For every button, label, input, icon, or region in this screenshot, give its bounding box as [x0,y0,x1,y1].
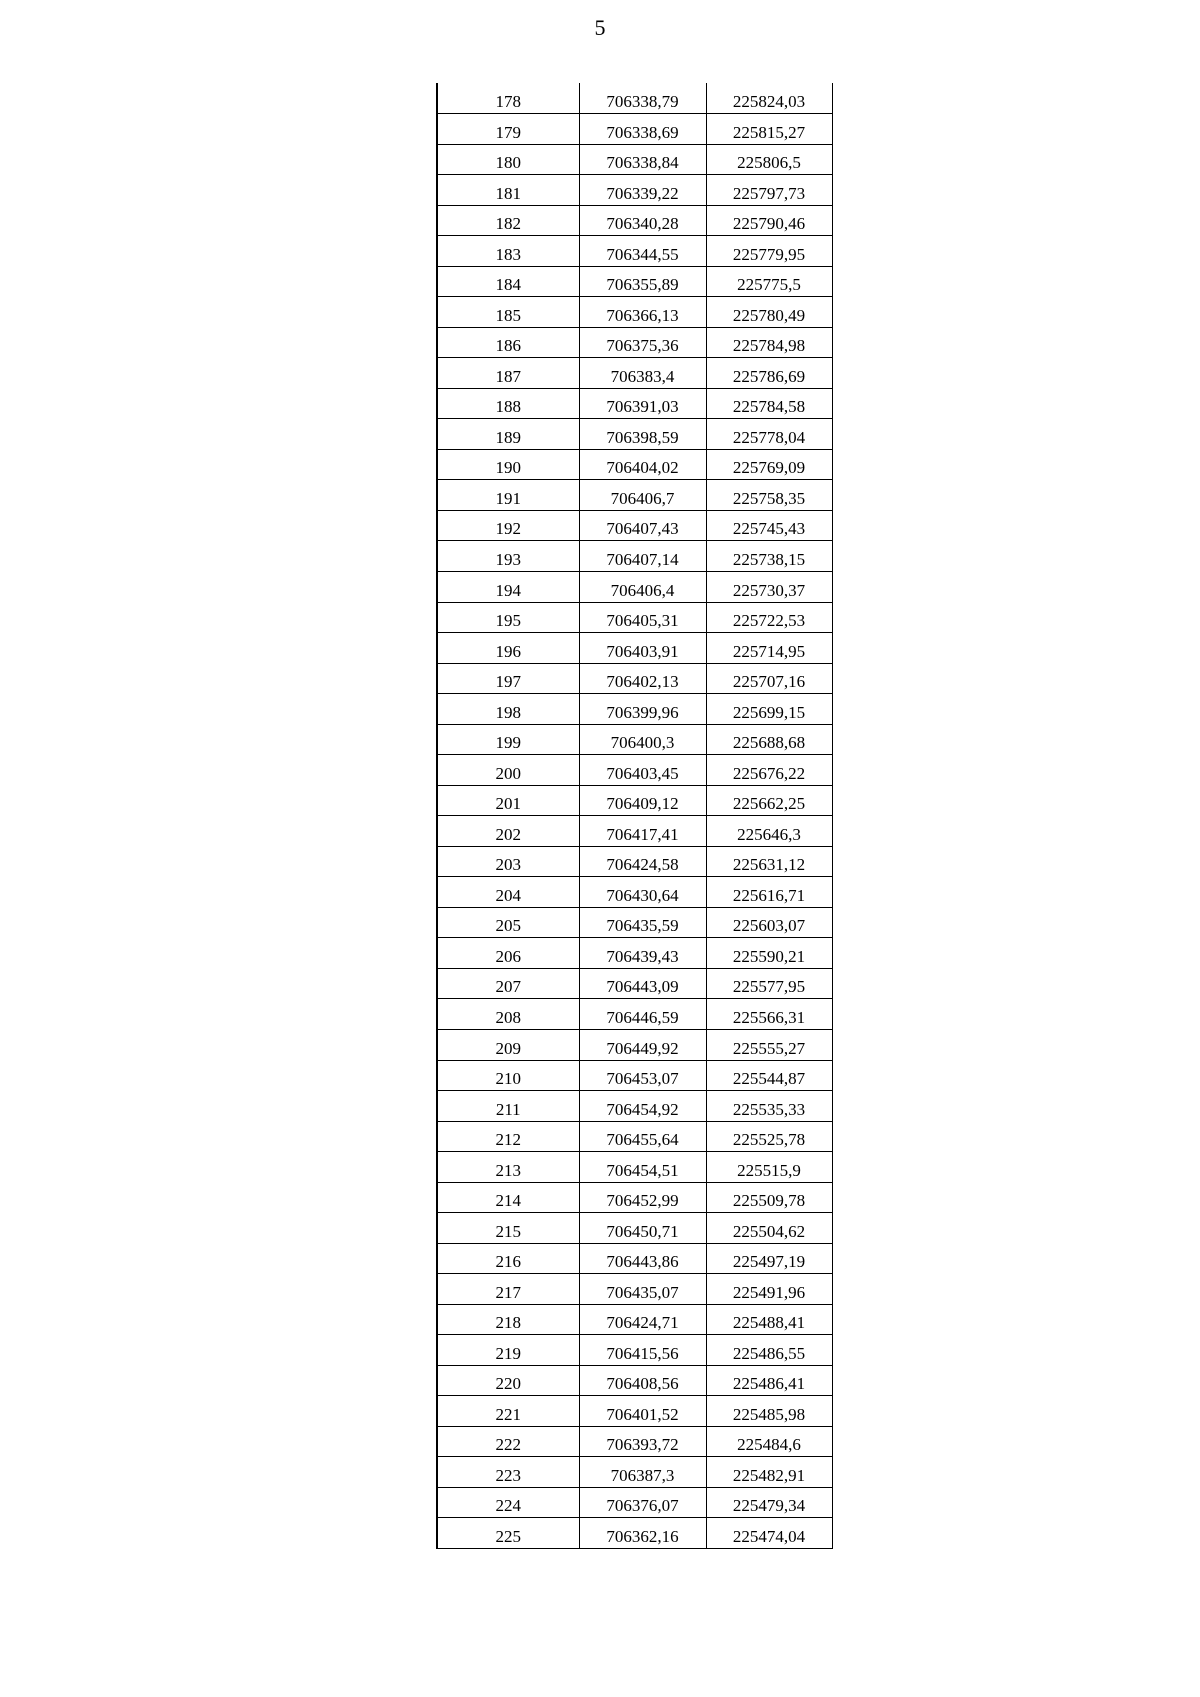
point-number-cell: 220 [437,1365,579,1396]
table-row [437,205,832,236]
y-coordinate-cell: 225784,58 [706,388,832,419]
point-number-cell: 205 [437,907,579,938]
table-row [437,1152,832,1183]
coordinates-table-body [437,83,832,1549]
y-coordinate-cell: 225590,21 [706,938,832,969]
y-coordinate-cell: 225491,96 [706,1274,832,1305]
x-coordinate-cell: 706399,96 [579,694,706,725]
x-coordinate-cell: 706391,03 [579,388,706,419]
x-coordinate-cell: 706355,89 [579,266,706,297]
table-row [437,419,832,450]
x-coordinate-cell: 706409,12 [579,785,706,816]
y-coordinate-cell: 225484,6 [706,1426,832,1457]
y-coordinate-cell: 225758,35 [706,480,832,511]
x-coordinate-cell: 706383,4 [579,358,706,389]
x-coordinate-cell: 706366,13 [579,297,706,328]
x-coordinate-cell: 706404,02 [579,449,706,480]
table-row [437,144,832,175]
point-number-cell: 184 [437,266,579,297]
table-row [437,1487,832,1518]
x-coordinate-cell: 706406,4 [579,572,706,603]
table-row [437,1121,832,1152]
x-coordinate-cell: 706417,41 [579,816,706,847]
y-coordinate-cell: 225786,69 [706,358,832,389]
y-coordinate-cell: 225497,19 [706,1243,832,1274]
table-row [437,816,832,847]
table-row [437,541,832,572]
point-number-cell: 196 [437,633,579,664]
x-coordinate-cell: 706400,3 [579,724,706,755]
y-coordinate-cell: 225722,53 [706,602,832,633]
table-row [437,83,832,114]
x-coordinate-cell: 706338,84 [579,144,706,175]
point-number-cell: 195 [437,602,579,633]
x-coordinate-cell: 706455,64 [579,1121,706,1152]
x-coordinate-cell: 706443,86 [579,1243,706,1274]
y-coordinate-cell: 225778,04 [706,419,832,450]
point-number-cell: 211 [437,1091,579,1122]
table-row [437,663,832,694]
table-row [437,1365,832,1396]
x-coordinate-cell: 706405,31 [579,602,706,633]
y-coordinate-cell: 225486,55 [706,1335,832,1366]
y-coordinate-cell: 225482,91 [706,1457,832,1488]
point-number-cell: 224 [437,1487,579,1518]
point-number-cell: 201 [437,785,579,816]
table-row [437,327,832,358]
x-coordinate-cell: 706375,36 [579,327,706,358]
x-coordinate-cell: 706362,16 [579,1518,706,1549]
point-number-cell: 206 [437,938,579,969]
table-row [437,1213,832,1244]
x-coordinate-cell: 706398,59 [579,419,706,450]
x-coordinate-cell: 706406,7 [579,480,706,511]
x-coordinate-cell: 706424,71 [579,1304,706,1335]
x-coordinate-cell: 706402,13 [579,663,706,694]
table-row [437,1304,832,1335]
x-coordinate-cell: 706452,99 [579,1182,706,1213]
x-coordinate-cell: 706376,07 [579,1487,706,1518]
y-coordinate-cell: 225544,87 [706,1060,832,1091]
point-number-cell: 203 [437,846,579,877]
point-number-cell: 189 [437,419,579,450]
point-number-cell: 223 [437,1457,579,1488]
table-row [437,785,832,816]
point-number-cell: 187 [437,358,579,389]
x-coordinate-cell: 706435,07 [579,1274,706,1305]
point-number-cell: 225 [437,1518,579,1549]
point-number-cell: 178 [437,83,579,114]
table-row [437,236,832,267]
point-number-cell: 185 [437,297,579,328]
x-coordinate-cell: 706453,07 [579,1060,706,1091]
table-row [437,846,832,877]
x-coordinate-cell: 706450,71 [579,1213,706,1244]
x-coordinate-cell: 706446,59 [579,999,706,1030]
point-number-cell: 215 [437,1213,579,1244]
point-number-cell: 210 [437,1060,579,1091]
point-number-cell: 214 [437,1182,579,1213]
point-number-cell: 188 [437,388,579,419]
point-number-cell: 179 [437,114,579,145]
y-coordinate-cell: 225509,78 [706,1182,832,1213]
x-coordinate-cell: 706408,56 [579,1365,706,1396]
x-coordinate-cell: 706393,72 [579,1426,706,1457]
table-row [437,968,832,999]
table-row [437,1274,832,1305]
x-coordinate-cell: 706454,51 [579,1152,706,1183]
point-number-cell: 180 [437,144,579,175]
point-number-cell: 191 [437,480,579,511]
table-row [437,297,832,328]
table-row [437,1029,832,1060]
table-row [437,510,832,541]
x-coordinate-cell: 706344,55 [579,236,706,267]
y-coordinate-cell: 225577,95 [706,968,832,999]
y-coordinate-cell: 225479,34 [706,1487,832,1518]
point-number-cell: 200 [437,755,579,786]
y-coordinate-cell: 225504,62 [706,1213,832,1244]
table-row [437,1396,832,1427]
table-row [437,938,832,969]
point-number-cell: 217 [437,1274,579,1305]
point-number-cell: 198 [437,694,579,725]
table-row [437,1457,832,1488]
y-coordinate-cell: 225780,49 [706,297,832,328]
table-row [437,755,832,786]
y-coordinate-cell: 225738,15 [706,541,832,572]
point-number-cell: 218 [437,1304,579,1335]
table-row [437,480,832,511]
point-number-cell: 207 [437,968,579,999]
table-row [437,1426,832,1457]
table-row [437,999,832,1030]
y-coordinate-cell: 225699,15 [706,694,832,725]
y-coordinate-cell: 225631,12 [706,846,832,877]
y-coordinate-cell: 225566,31 [706,999,832,1030]
table-row [437,1060,832,1091]
y-coordinate-cell: 225603,07 [706,907,832,938]
x-coordinate-cell: 706424,58 [579,846,706,877]
table-row [437,175,832,206]
point-number-cell: 221 [437,1396,579,1427]
point-number-cell: 192 [437,510,579,541]
table-row [437,694,832,725]
x-coordinate-cell: 706439,43 [579,938,706,969]
y-coordinate-cell: 225797,73 [706,175,832,206]
table-row [437,1243,832,1274]
x-coordinate-cell: 706407,43 [579,510,706,541]
y-coordinate-cell: 225790,46 [706,205,832,236]
point-number-cell: 182 [437,205,579,236]
y-coordinate-cell: 225769,09 [706,449,832,480]
y-coordinate-cell: 225745,43 [706,510,832,541]
table-row [437,1182,832,1213]
point-number-cell: 186 [437,327,579,358]
table-row [437,388,832,419]
y-coordinate-cell: 225662,25 [706,785,832,816]
point-number-cell: 181 [437,175,579,206]
y-coordinate-cell: 225488,41 [706,1304,832,1335]
table-row [437,114,832,145]
point-number-cell: 199 [437,724,579,755]
point-number-cell: 204 [437,877,579,908]
y-coordinate-cell: 225474,04 [706,1518,832,1549]
table-row [437,449,832,480]
x-coordinate-cell: 706339,22 [579,175,706,206]
x-coordinate-cell: 706387,3 [579,1457,706,1488]
y-coordinate-cell: 225646,3 [706,816,832,847]
table-row [437,1518,832,1549]
point-number-cell: 222 [437,1426,579,1457]
y-coordinate-cell: 225707,16 [706,663,832,694]
coordinates-table [436,83,833,1549]
table-row [437,358,832,389]
table-row [437,877,832,908]
table-row [437,572,832,603]
x-coordinate-cell: 706415,56 [579,1335,706,1366]
point-number-cell: 212 [437,1121,579,1152]
x-coordinate-cell: 706443,09 [579,968,706,999]
table-row [437,602,832,633]
y-coordinate-cell: 225616,71 [706,877,832,908]
x-coordinate-cell: 706338,69 [579,114,706,145]
x-coordinate-cell: 706401,52 [579,1396,706,1427]
point-number-cell: 197 [437,663,579,694]
point-number-cell: 202 [437,816,579,847]
point-number-cell: 193 [437,541,579,572]
y-coordinate-cell: 225815,27 [706,114,832,145]
y-coordinate-cell: 225784,98 [706,327,832,358]
point-number-cell: 209 [437,1029,579,1060]
y-coordinate-cell: 225515,9 [706,1152,832,1183]
table-row [437,633,832,664]
x-coordinate-cell: 706435,59 [579,907,706,938]
x-coordinate-cell: 706454,92 [579,1091,706,1122]
y-coordinate-cell: 225714,95 [706,633,832,664]
table-row [437,1091,832,1122]
y-coordinate-cell: 225775,5 [706,266,832,297]
page-number: 5 [594,15,606,40]
point-number-cell: 213 [437,1152,579,1183]
x-coordinate-cell: 706449,92 [579,1029,706,1060]
x-coordinate-cell: 706403,45 [579,755,706,786]
y-coordinate-cell: 225824,03 [706,83,832,114]
y-coordinate-cell: 225688,68 [706,724,832,755]
x-coordinate-cell: 706338,79 [579,83,706,114]
y-coordinate-cell: 225555,27 [706,1029,832,1060]
point-number-cell: 219 [437,1335,579,1366]
x-coordinate-cell: 706430,64 [579,877,706,908]
y-coordinate-cell: 225676,22 [706,755,832,786]
point-number-cell: 208 [437,999,579,1030]
point-number-cell: 216 [437,1243,579,1274]
y-coordinate-cell: 225486,41 [706,1365,832,1396]
y-coordinate-cell: 225779,95 [706,236,832,267]
x-coordinate-cell: 706407,14 [579,541,706,572]
y-coordinate-cell: 225730,37 [706,572,832,603]
table-row [437,1335,832,1366]
x-coordinate-cell: 706340,28 [579,205,706,236]
point-number-cell: 183 [437,236,579,267]
table-row [437,724,832,755]
y-coordinate-cell: 225535,33 [706,1091,832,1122]
y-coordinate-cell: 225806,5 [706,144,832,175]
table-row [437,907,832,938]
y-coordinate-cell: 225485,98 [706,1396,832,1427]
x-coordinate-cell: 706403,91 [579,633,706,664]
point-number-cell: 194 [437,572,579,603]
table-row [437,266,832,297]
point-number-cell: 190 [437,449,579,480]
y-coordinate-cell: 225525,78 [706,1121,832,1152]
